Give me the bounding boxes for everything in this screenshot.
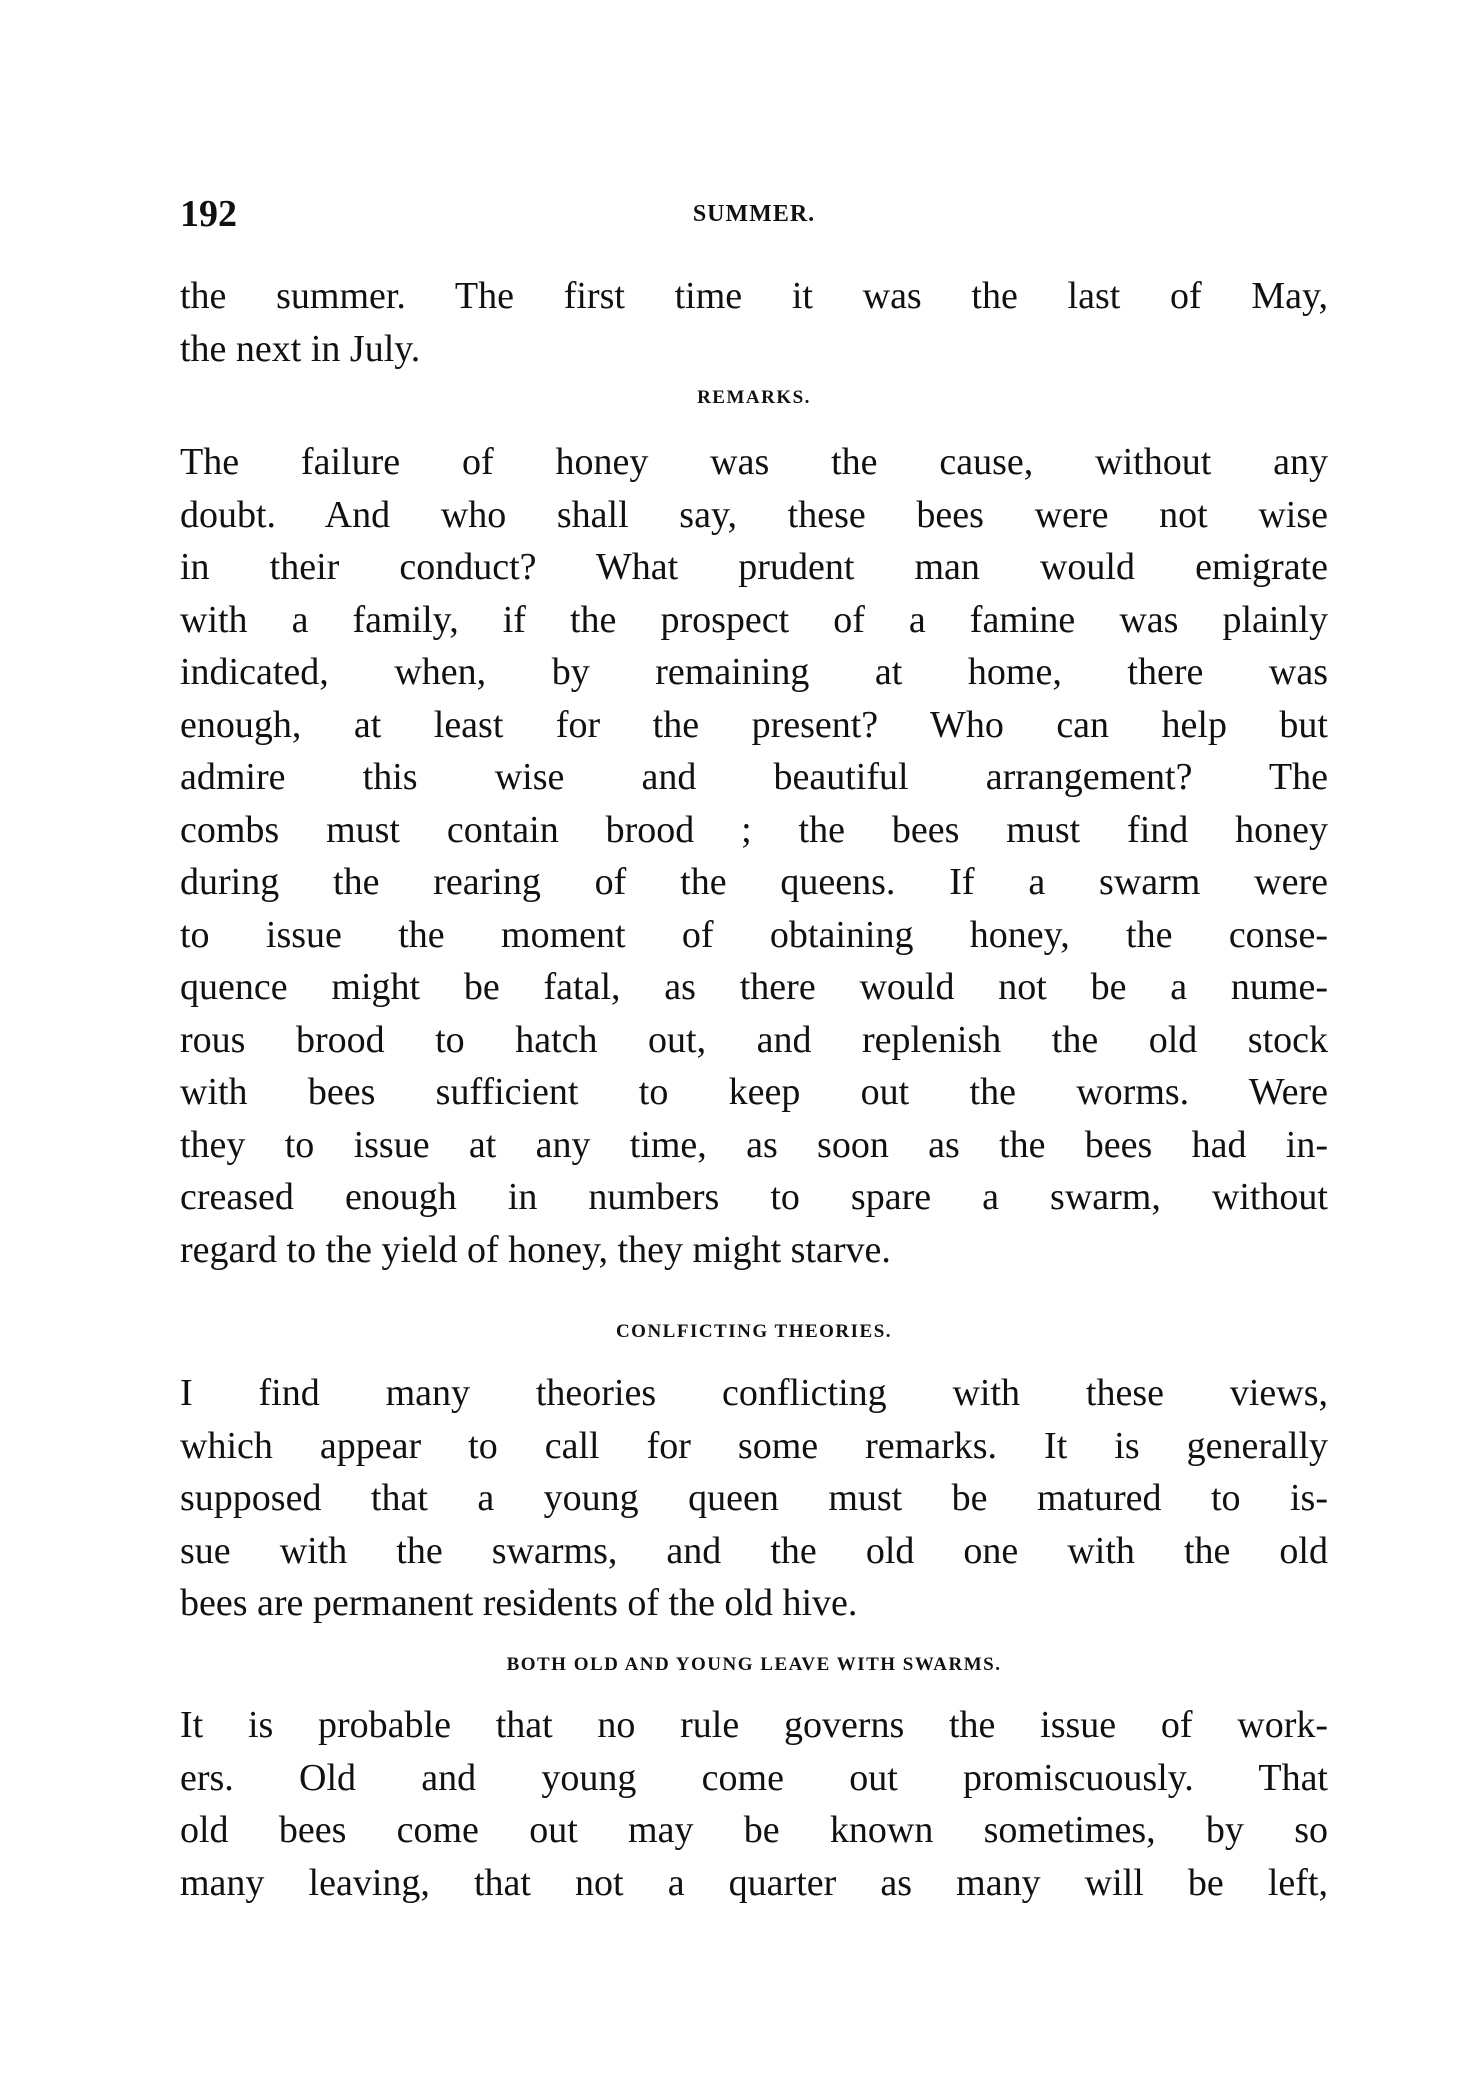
page-header — [180, 188, 1328, 240]
text-line: It is probable that no rule governs the issue of work- — [180, 1704, 1328, 1746]
text-line: enough, at least for the present? Who can help but — [180, 703, 1328, 746]
text-line: doubt. And who shall say, these bees were not wise — [180, 493, 1328, 536]
paragraph-remarks — [180, 436, 1328, 1276]
text-line: with bees sufficient to keep out the worms. Were — [180, 1071, 1328, 1113]
text-line: during the rearing of the queens. If a swarm were — [180, 861, 1328, 903]
paragraph-continuation — [180, 270, 1328, 375]
paragraph-conflicting-theories — [180, 1367, 1328, 1630]
section-heading-remarks: REMARKS. — [697, 387, 811, 408]
running-title: SUMMER. — [692, 201, 816, 227]
text-line: indicated, when, by remaining at home, there was — [180, 651, 1328, 693]
text-line: old bees come out may be known sometimes, by so — [180, 1809, 1328, 1851]
text-line: The failure of honey was the cause, without any — [180, 441, 1328, 483]
text-line: creased enough in numbers to spare a swarm, without — [180, 1176, 1328, 1218]
section-heading-both-old-and-young: BOTH OLD AND YOUNG LEAVE WITH SWARMS. — [506, 1654, 1002, 1675]
section-heading-conflicting-theories: CONLFICTING THEORIES. — [615, 1321, 893, 1342]
text-line: many leaving, that not a quarter as many will be left, — [180, 1861, 1328, 1904]
text-line: quence might be fatal, as there would not be a nume- — [180, 966, 1328, 1008]
text-line: ers. Old and young come out promiscuously. That — [180, 1756, 1328, 1799]
text-line: sue with the swarms, and the old one with the old — [180, 1529, 1328, 1572]
text-line: with a family, if the prospect of a famine was plainly — [180, 598, 1328, 641]
text-line: admire this wise and beautiful arrangement? The — [180, 756, 1328, 798]
text-line: to issue the moment of obtaining honey, the conse- — [180, 913, 1328, 956]
text-line: they to issue at any time, as soon as the bees had in- — [180, 1123, 1328, 1166]
text-line: I find many theories conflicting with these views, — [180, 1372, 1328, 1414]
text-line: the summer. The first time it was the last of May, — [180, 275, 1328, 317]
text-line: supposed that a young queen must be matured to is- — [180, 1477, 1328, 1519]
text-line: which appear to call for some remarks. It is generally — [180, 1424, 1328, 1467]
text-line: the next in July. — [180, 327, 421, 370]
text-line: regard to the yield of honey, they might starve. — [180, 1228, 891, 1271]
text-line: in their conduct? What prudent man would emigrate — [180, 546, 1328, 588]
text-line: rous brood to hatch out, and replenish the old stock — [180, 1018, 1328, 1061]
paragraph-both-old-and-young — [180, 1699, 1328, 1909]
text-line: bees are permanent residents of the old hive. — [180, 1582, 858, 1624]
text-line: combs must contain brood ; the bees must find honey — [180, 808, 1328, 851]
page-number: 192 — [180, 193, 237, 235]
